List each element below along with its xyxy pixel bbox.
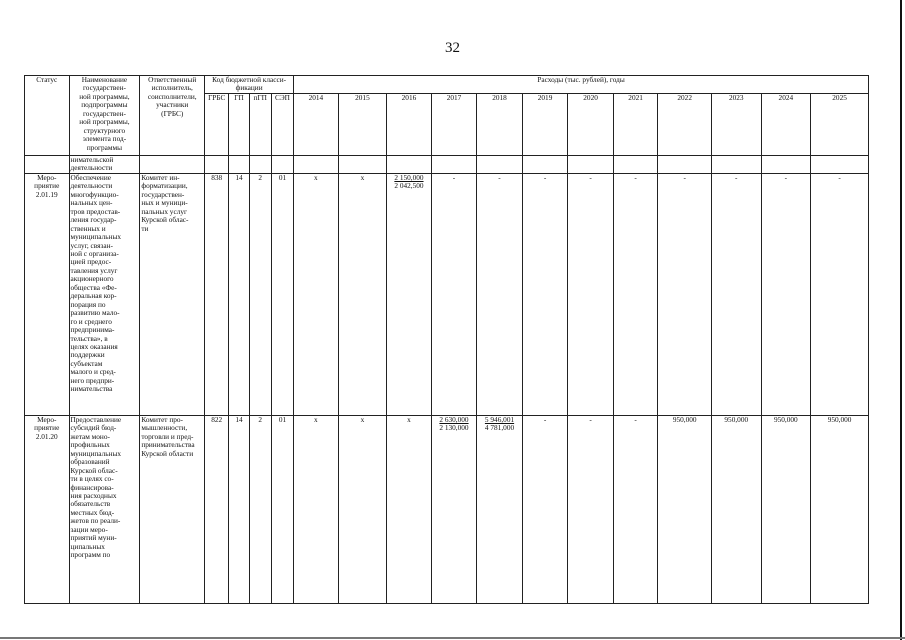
year-value-cell [477, 415, 523, 603]
header-year: 2025 [811, 93, 869, 155]
year-value-cell [811, 173, 869, 415]
year-value: 2 150,000 [394, 173, 424, 182]
header-gp: ГП [229, 93, 249, 155]
year-value-cell [761, 173, 811, 415]
header-status: Статус [25, 76, 70, 156]
year-value: - [543, 173, 547, 182]
year-value: 950,000 [672, 415, 697, 424]
table-row [25, 415, 869, 603]
year-value-cell [658, 173, 712, 415]
header-year: 2022 [658, 93, 712, 155]
header-expenses: Расходы (тыс. рублей), годы [294, 76, 869, 94]
year-value-cell [387, 173, 432, 415]
year-value-cell [613, 415, 658, 603]
page-number: 32 [445, 40, 460, 56]
year-value: x [360, 173, 365, 182]
header-pgp: пГП [249, 93, 271, 155]
year-value: 950,000 [827, 415, 852, 424]
year-value-cell [711, 415, 761, 603]
year-value-cell [477, 173, 523, 415]
page-right-border [900, 0, 902, 640]
header-year: 2015 [338, 93, 387, 155]
year-value: - [735, 173, 738, 182]
table-row [25, 173, 869, 415]
year-value: - [838, 173, 841, 182]
year-value: - [683, 173, 686, 182]
year-value: 950,000 [773, 415, 798, 424]
continuation-text: нимательской деятельности [69, 155, 140, 173]
year-value-cell [431, 415, 477, 603]
row-grbs: 838 [205, 173, 229, 415]
header-year: 2018 [477, 93, 523, 155]
header-grbs: ГРБС [205, 93, 229, 155]
year-value-cell [338, 173, 387, 415]
row-responsible: Комитет про- мышленности, торговли и пред- принимательства Курской области [140, 415, 205, 603]
year-value-cell [613, 173, 658, 415]
header-responsible: Ответственный исполнитель, соисполнители, участники (ГРБС) [140, 76, 205, 156]
year-value: 5 946,001 [484, 415, 515, 424]
year-value: - [452, 173, 456, 182]
row-status: Меро- приятие 2.01.19 [25, 173, 70, 415]
year-value-cell [658, 415, 712, 603]
header-row-1 [25, 76, 869, 94]
year-value: x [407, 415, 411, 424]
header-name: Наименование государствен- ной программы, подпрограммы государствен- ной программы, структурного элемента под- программы [69, 76, 140, 156]
header-sep: СЭП [271, 93, 293, 155]
continuation-row [25, 155, 869, 173]
year-value-cell [761, 415, 811, 603]
year-value-revised: 4 781,000 [484, 423, 515, 433]
header-year: 2023 [711, 93, 761, 155]
year-value: - [543, 415, 547, 424]
header-year: 2019 [522, 93, 568, 155]
header-year: 2021 [613, 93, 658, 155]
year-value-cell [431, 173, 477, 415]
budget-table [24, 75, 869, 604]
row-status: Меро- приятие 2.01.20 [25, 415, 70, 603]
year-value-cell [711, 173, 761, 415]
year-value: 950,000 [724, 415, 749, 424]
year-value: 2 630,000 [439, 415, 469, 424]
header-budget-code: Код бюджетной класси- фикации [205, 76, 294, 94]
row-name: Предоставление субсидий бюд- жетам моно- профильных муниципальных образований Курской облас- ти в целях со- финансирова- ния расходных обязательств местных бюд- жетов по реали- зации меро- приятий муни- ципальных программ по [69, 415, 140, 603]
year-value-cell [387, 415, 432, 603]
year-value: - [498, 173, 501, 182]
year-value-cell [568, 415, 614, 603]
page-bottom-border [0, 637, 905, 639]
year-value-revised: 2 042,500 [394, 181, 424, 191]
year-value: - [634, 173, 637, 182]
header-year: 2020 [568, 93, 614, 155]
row-pgp: 2 [249, 415, 271, 603]
row-pgp: 2 [249, 173, 271, 415]
year-value-cell [811, 415, 869, 603]
year-value: - [589, 415, 592, 424]
year-value: - [784, 173, 788, 182]
row-sep: 01 [271, 173, 293, 415]
row-gp: 14 [229, 173, 249, 415]
year-value: x [314, 173, 318, 182]
row-name: Обеспечение деятельности многофункцио- нальных цен- тров предостав- ления государ- ственных и муниципальных услуг, связан- ной с организа- цией предос- тавления услуг акционерного общества «Фе- деральная кор- порация по развитию мало- го и среднего предпринима- тельства», в целях оказания поддержки субъектам малого и сред- него предпри- нимательства [69, 173, 140, 415]
year-value-cell [522, 173, 568, 415]
year-value: - [634, 415, 637, 424]
row-responsible: Комитет ин- форматизации, государствен- ных и муници- пальных услуг Курской облас- ти [140, 173, 205, 415]
row-grbs: 822 [205, 415, 229, 603]
year-value: x [314, 415, 318, 424]
year-value-cell [338, 415, 387, 603]
year-value-cell [294, 415, 339, 603]
header-year: 2016 [387, 93, 432, 155]
year-value-cell [522, 415, 568, 603]
year-value: x [360, 415, 365, 424]
year-value-revised: 2 130,000 [439, 423, 469, 433]
header-year: 2017 [431, 93, 477, 155]
year-value: - [589, 173, 592, 182]
year-value-cell [568, 173, 614, 415]
row-gp: 14 [229, 415, 249, 603]
row-sep: 01 [271, 415, 293, 603]
header-year: 2014 [294, 93, 339, 155]
header-year: 2024 [761, 93, 811, 155]
year-value-cell [294, 173, 339, 415]
